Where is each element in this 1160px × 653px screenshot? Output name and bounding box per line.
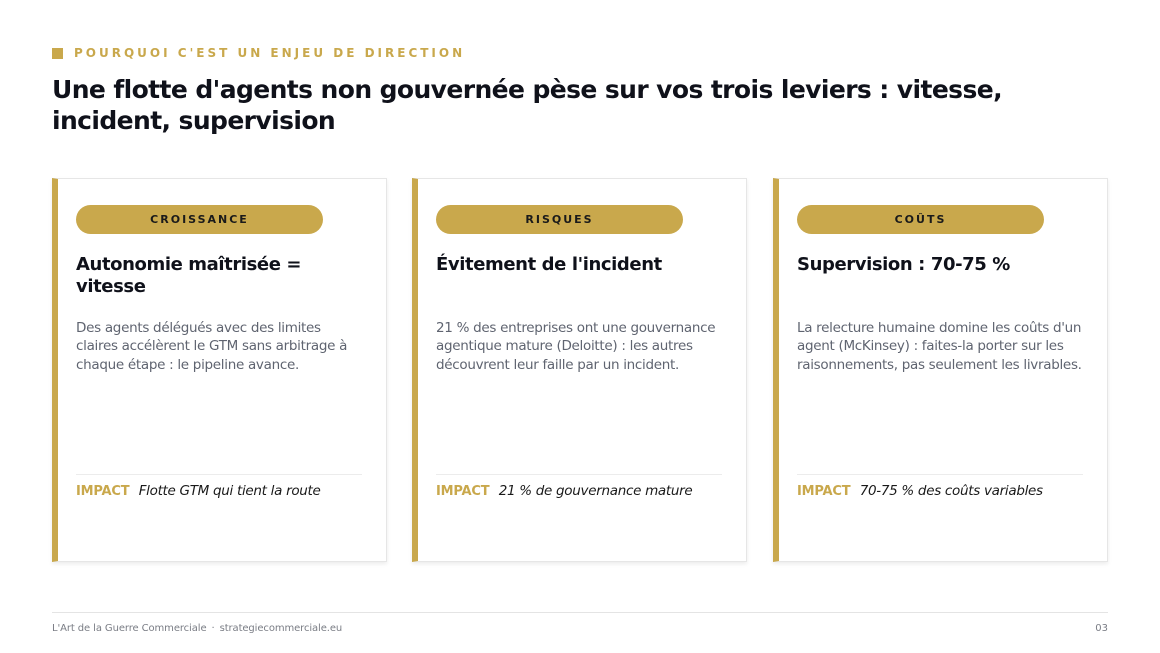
card-tag: [797, 205, 1044, 234]
impact-label: IMPACT: [436, 484, 490, 499]
card-divider: [436, 474, 722, 475]
footer-divider: [52, 612, 1108, 613]
cards-row: [52, 178, 1108, 562]
footer-separator: ·: [211, 623, 215, 634]
impact-value: 70-75 % des coûts variables: [859, 483, 1043, 499]
card-body: 21 % des entreprises ont une gouvernance agentique mature (Deloitte) : les autres découvrent leur faille par un incident.: [436, 320, 716, 373]
card-tag-label: CROISSANCE: [150, 213, 249, 226]
footer-site-link[interactable]: strategiecommerciale.eu: [219, 623, 343, 634]
card-divider: [797, 474, 1083, 475]
card-title: Autonomie maîtrisée = vitesse: [76, 254, 302, 297]
impact-label: IMPACT: [797, 484, 851, 499]
card-couts: [773, 178, 1108, 562]
card-tag: [436, 205, 683, 234]
card-croissance: [52, 178, 387, 562]
kicker-square-icon: [52, 48, 63, 59]
kicker-text: POURQUOI C'EST UN ENJEU DE DIRECTION: [74, 46, 466, 60]
card-title: Évitement de l'incident: [436, 254, 662, 275]
card-impact: [76, 482, 321, 501]
footer-brand: L'Art de la Guerre Commerciale: [52, 623, 207, 634]
card-tag-label: COÛTS: [894, 213, 947, 226]
card-body: La relecture humaine domine les coûts d'un agent (McKinsey) : faites-la porter sur les raisonnements, pas seulement les livrables.: [797, 320, 1082, 373]
section-kicker: [52, 46, 465, 60]
card-tag: [76, 205, 323, 234]
card-title: Supervision : 70-75 %: [797, 254, 1010, 275]
page-number: 03: [1095, 623, 1108, 634]
card-body: Des agents délégués avec des limites claires accélèrent le GTM sans arbitrage à chaque étape : le pipeline avance.: [76, 320, 348, 373]
card-impact: [436, 482, 692, 501]
impact-value: Flotte GTM qui tient la route: [138, 483, 321, 499]
impact-label: IMPACT: [76, 484, 130, 499]
impact-value: 21 % de gouvernance mature: [498, 483, 693, 499]
footer-credits: [52, 623, 342, 634]
card-impact: [797, 482, 1043, 501]
card-tag-label: RISQUES: [525, 213, 594, 226]
card-risques: [412, 178, 747, 562]
page-title: Une flotte d'agents non gouvernée pèse sur vos trois leviers : vitesse, incident, supervision: [52, 75, 1002, 135]
card-divider: [76, 474, 362, 475]
